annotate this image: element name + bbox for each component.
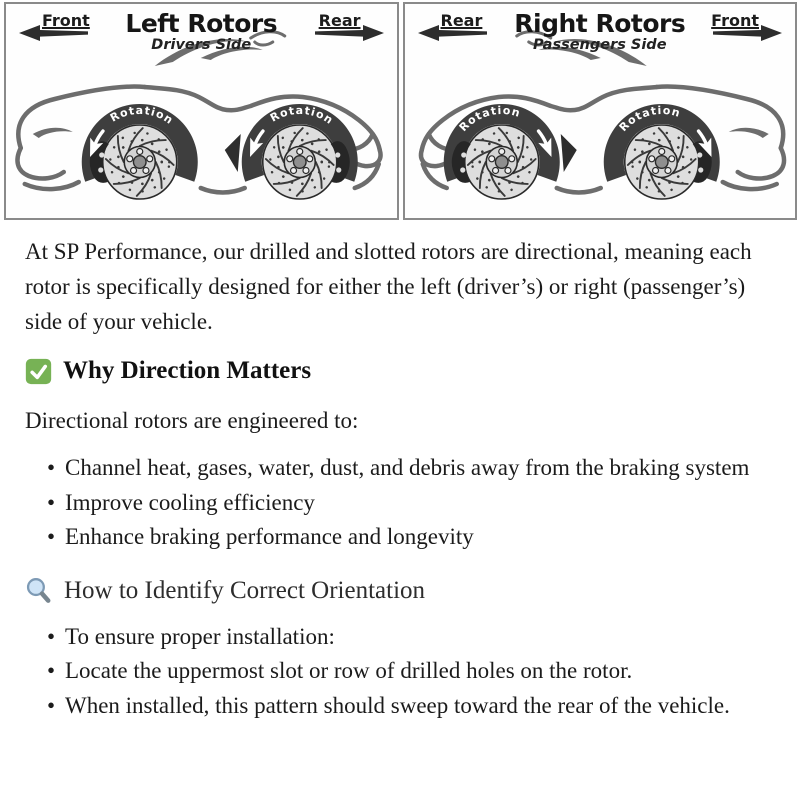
arrow-right-icon [711,24,783,42]
rotation-label: Rotation [267,103,336,128]
front-direction-label [693,10,783,48]
direction-text: Front [711,11,759,30]
identify-orientation-heading [25,577,770,605]
rotation-label: Rotation [616,103,682,135]
check-mark-icon [25,358,52,385]
left-rotors-panel [4,2,399,220]
panel-title: Left Rotors [125,9,278,38]
list-item: • Locate the uppermost slot or row of drilled holes on the rotor. [47,654,770,689]
panel-title-block [125,11,277,53]
list-item: • When installed, this pattern should sweep toward the rear of the vehicle. [47,689,770,724]
benefits-list [25,451,770,555]
rotor-direction-diagram [0,0,800,220]
left-panel-header [6,10,397,53]
rotation-label: Rotation [107,103,176,128]
right-panel-header [405,10,796,53]
list-item: • Enhance braking performance and longevity [47,520,770,555]
direction-text: Rear [318,11,361,30]
arrow-left-icon [18,24,90,42]
arrow-right-icon [313,24,385,42]
rotor-direction-article [0,234,800,723]
installation-list [25,620,770,724]
direction-text: Rear [440,11,483,30]
heading-text: How to Identify Correct Orientation [64,576,426,604]
panel-title-block [514,11,685,53]
lead-paragraph: Directional rotors are engineered to: [25,408,359,433]
rear-direction-label [417,10,507,48]
why-direction-matters-heading [25,357,770,385]
heading-text: Why Direction Matters [63,357,312,384]
list-item: • Improve cooling efficiency [47,486,770,521]
list-item: • To ensure proper installation: [47,620,770,655]
panel-title: Right Rotors [514,9,686,38]
right-rotors-panel [403,2,798,220]
rear-direction-label [295,10,385,48]
panel-subtitle: Drivers Side [151,36,252,53]
intro-paragraph: At SP Performance, our drilled and slotted rotors are directional, meaning each rotor is specifically designed for either the left (driver’s) or right (passenger’s) side of your vehicle. [25,239,752,334]
rotation-label: Rotation [456,103,522,135]
arrow-left-icon [417,24,489,42]
panel-subtitle: Passengers Side [532,36,667,53]
magnifying-glass-icon [25,577,53,605]
front-direction-label [18,10,108,48]
direction-text: Front [42,11,90,30]
list-item: • Channel heat, gases, water, dust, and debris away from the braking system [47,451,770,486]
